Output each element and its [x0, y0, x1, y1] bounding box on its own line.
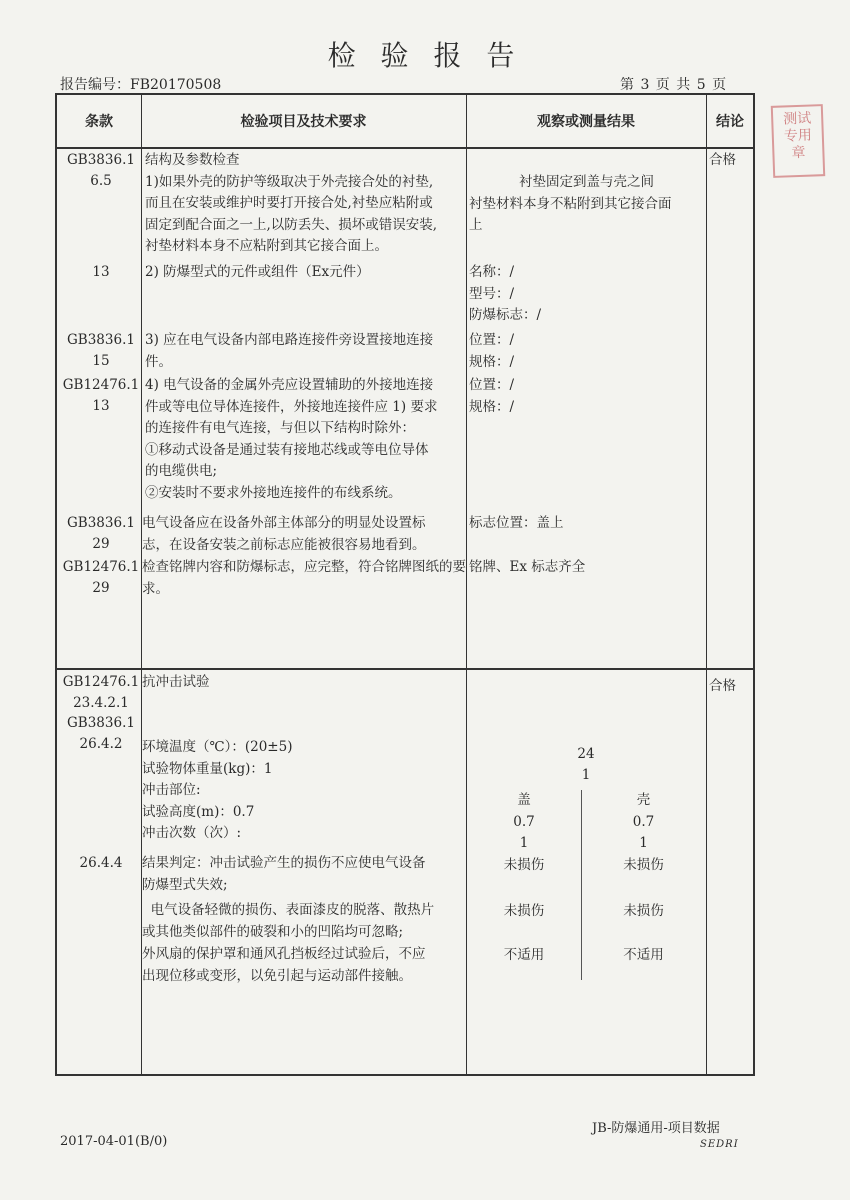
- item-marking: [142, 513, 426, 556]
- result-internal-ground: [469, 330, 514, 373]
- result-housing-r2: 未损伤: [623, 903, 664, 919]
- result-marking: 标志位置：盖上: [469, 515, 564, 531]
- stamp-line: 测试: [782, 110, 812, 128]
- item-judgement: [142, 853, 426, 896]
- result-count: 1: [639, 835, 648, 851]
- clause-code: [60, 375, 142, 416]
- report-title: 检 验 报 告: [327, 39, 523, 72]
- result-cover-r3: 不适用: [503, 947, 545, 963]
- sedri-logo: SEDRI: [700, 1139, 739, 1150]
- clause-code-line: GB3836.1: [67, 152, 135, 168]
- item-internal-ground: [145, 330, 433, 373]
- result-line: 衬垫材料本身不粘附到其它接合面: [469, 195, 672, 212]
- result-line: 位置：/: [469, 377, 515, 393]
- item-line: 志，在设备安装之前标志应能被很容易地看到。: [142, 536, 426, 553]
- item-line: 的电缆供电;: [145, 463, 218, 479]
- column-header-clause: 条款: [85, 114, 113, 130]
- result-col-cover: [467, 790, 581, 855]
- item-line: ②安装时不要求外接地连接件的布线系统。: [145, 484, 402, 501]
- stamp-line: 章: [791, 144, 806, 162]
- item-line: 出现位移或变形，以免引起与运动部件接触。: [142, 967, 412, 984]
- param-height: 试验高度(m)：0.7: [142, 803, 255, 820]
- page-info: 第 3 页 共 5 页: [620, 77, 728, 93]
- item-line: 1)如果外壳的防护等级取决于外壳接合处的衬垫,: [145, 173, 434, 190]
- item-line: 电气设备应在设备外部主体部分的明显处设置标: [142, 515, 426, 531]
- item-line: 防爆型式失效;: [142, 876, 228, 893]
- result-height: 0.7: [632, 813, 655, 830]
- item-line: 求。: [142, 580, 169, 597]
- column-divider: [706, 93, 707, 1076]
- item-line: 件或等电位导体连接件，外接地连接件应 1) 要求: [145, 398, 438, 415]
- result-housing-r3: 不适用: [623, 947, 664, 963]
- param-weight: 试验物体重量(kg)：1: [142, 760, 273, 777]
- clause-code-line: 15: [92, 352, 110, 369]
- clause-code: [60, 330, 142, 371]
- result-line: 规格：/: [469, 398, 515, 415]
- item-structure-check: [145, 150, 437, 258]
- item-ex-component: 2) 防爆型式的元件或组件（Ex元件）: [145, 264, 370, 280]
- clause-code-line: 6.5: [90, 172, 112, 189]
- clause-code-line: GB3836.1: [67, 332, 135, 348]
- item-line: 3) 应在电气设备内部电路连接件旁设置接地连接: [145, 332, 434, 348]
- result-cover-r2: 未损伤: [503, 903, 545, 919]
- clause-code: 13: [92, 264, 110, 280]
- section-divider: [55, 668, 755, 670]
- item-external-ground: [145, 375, 437, 504]
- column-header-result: 观察或测量结果: [537, 114, 635, 130]
- result-line: 上: [469, 217, 483, 233]
- clause-code-line: GB3836.1: [67, 715, 135, 731]
- result-gasket: [469, 172, 704, 237]
- clause-code-line: 13: [92, 397, 110, 414]
- item-line: 检查铭牌内容和防爆标志，应完整，符合铭牌图纸的要: [142, 559, 466, 575]
- item-impact-params: [142, 737, 292, 845]
- result-count: 1: [519, 835, 529, 851]
- item-line: 而且在安装或维护时要打开接合处,衬垫应粘附或: [145, 195, 433, 211]
- item-criterion-1: [142, 900, 434, 943]
- result-line: 型号：/: [469, 285, 515, 302]
- result-line: 衬垫固定到盖与壳之间: [519, 174, 654, 190]
- result-part: 壳: [636, 792, 651, 808]
- clause-code-line: 26.4.2: [79, 735, 123, 752]
- item-line: 固定到配合面之一上,以防丢失、损坏或错误安装,: [145, 216, 438, 233]
- item-nameplate: [142, 557, 466, 600]
- result-height: 0.7: [513, 813, 535, 830]
- clause-code-line: 29: [92, 535, 110, 552]
- item-impact-test: 抗冲击试验: [142, 674, 210, 690]
- result-line: 规格：/: [469, 353, 515, 370]
- result-ex-component: [469, 262, 541, 327]
- report-number: 报告编号：FB20170508: [60, 77, 222, 93]
- clause-code-line: 23.4.2.1: [73, 694, 129, 711]
- footer-date: 2017-04-01(B/0): [60, 1134, 168, 1149]
- result-cover-r1: 未损伤: [503, 857, 545, 873]
- item-line: 外风扇的保护罩和通风孔挡板经过试验后，不应: [142, 946, 426, 962]
- clause-code-line: GB3836.1: [67, 515, 135, 531]
- item-line: 的连接件有电气连接，与但以下结构时除外：: [145, 420, 415, 436]
- header-divider: [55, 147, 755, 149]
- result-col-housing: [582, 790, 705, 855]
- clause-code: 26.4.4: [79, 855, 123, 871]
- result-part: 盖: [517, 792, 531, 808]
- item-line: 衬垫材料本身不应粘附到其它接合面上。: [145, 238, 388, 254]
- clause-code-line: GB12476.1: [62, 559, 140, 575]
- item-line: 结果判定：冲击试验产生的损伤不应使电气设备: [142, 855, 426, 871]
- param-part: 冲击部位:: [142, 782, 201, 798]
- param-count: 冲击次数（次）:: [142, 825, 242, 841]
- column-header-item: 检验项目及技术要求: [240, 114, 367, 130]
- result-nameplate: 铭牌、Ex 标志齐全: [469, 559, 586, 575]
- param-temperature: 环境温度（℃）：(20±5): [142, 739, 293, 755]
- stamp-line: 专用: [783, 127, 813, 145]
- result-housing-r1: 未损伤: [623, 857, 664, 873]
- clause-code-line: GB12476.1: [62, 377, 140, 393]
- item-line: 或其他类似部件的破裂和小的凹陷均可忽略;: [142, 923, 404, 940]
- result-line: 防爆标志：/: [469, 307, 542, 323]
- item-criterion-2: [142, 944, 426, 987]
- item-line: 件。: [145, 353, 172, 370]
- result-line: 位置：/: [469, 332, 515, 348]
- clause-code-line: GB12476.1: [62, 674, 140, 690]
- footer-doc-name: JB-防爆通用-项目数据: [592, 1121, 720, 1136]
- result-temperature: 24: [577, 746, 595, 762]
- seal-stamp: [771, 104, 825, 178]
- clause-code: [60, 672, 142, 754]
- clause-code: [60, 150, 142, 191]
- clause-code-line: 29: [92, 579, 110, 596]
- column-header-conclusion: 结论: [716, 114, 744, 130]
- result-line: 名称：/: [469, 264, 515, 280]
- item-line: 结构及参数检查: [145, 152, 240, 168]
- conclusion-pass: 合格: [709, 678, 736, 694]
- item-line: 电气设备轻微的损伤、表面漆皮的脱落、散热片: [142, 902, 435, 918]
- clause-code: [60, 513, 142, 554]
- result-weight: 1: [581, 767, 591, 783]
- clause-code: [60, 557, 142, 598]
- conclusion-pass: 合格: [709, 152, 736, 168]
- item-line: 4) 电气设备的金属外壳应设置辅助的外接地连接: [145, 377, 434, 393]
- item-line: ①移动式设备是通过装有接地芯线或等电位导体: [145, 441, 429, 458]
- result-external-ground: [469, 375, 514, 418]
- column-divider: [466, 93, 467, 1076]
